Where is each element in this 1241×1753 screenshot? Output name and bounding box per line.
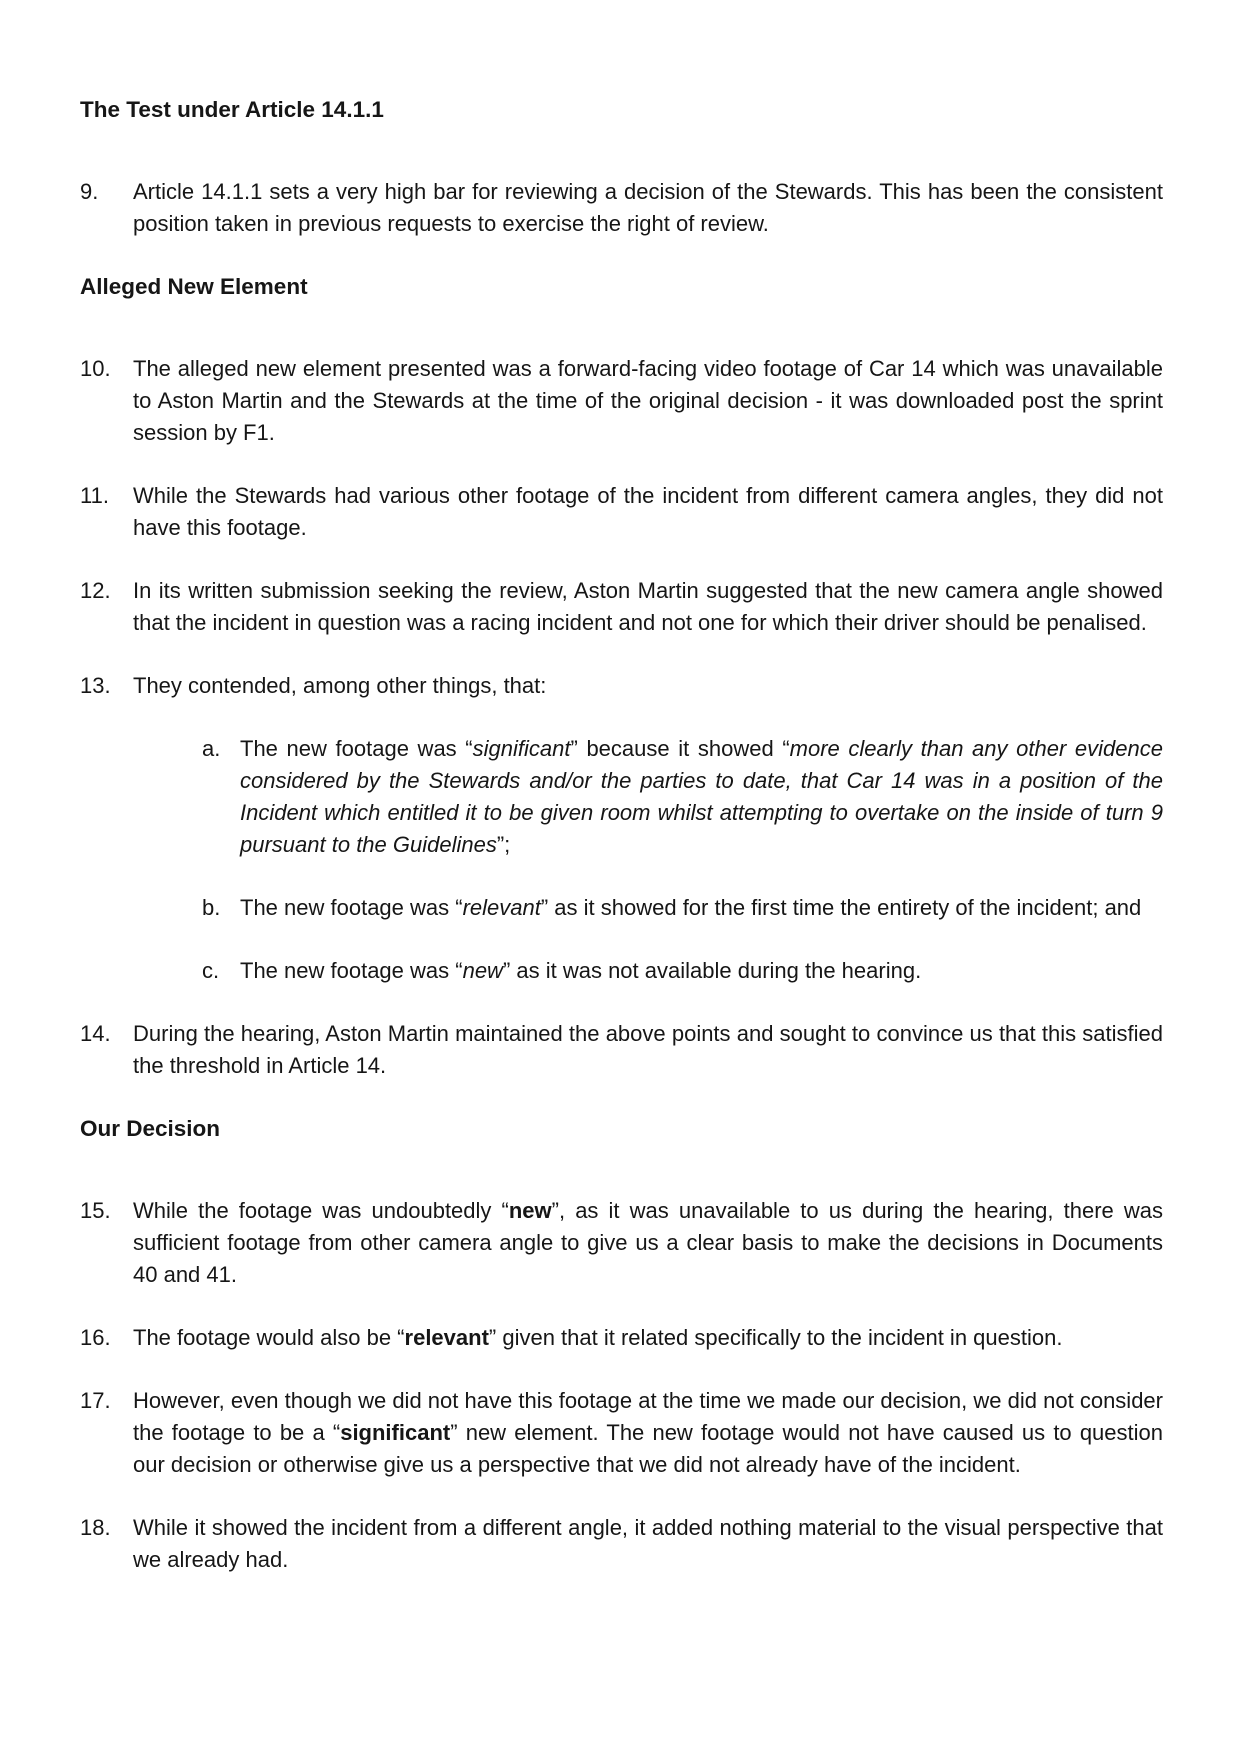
bold-run: significant	[340, 1420, 451, 1445]
item-text	[133, 1322, 1163, 1354]
text-run: ” as it showed for the first time the entirety of the incident; and	[540, 895, 1142, 920]
numbered-paragraph	[80, 575, 1163, 639]
italic-run: relevant	[462, 895, 541, 920]
item-text	[133, 1018, 1163, 1082]
item-text	[240, 733, 1163, 861]
numbered-paragraph	[80, 1195, 1163, 1291]
item-number: a.	[202, 736, 221, 761]
italic-run: significant	[472, 736, 571, 761]
item-text	[133, 1195, 1163, 1291]
text-run: In its written submission seeking the review, Aston Martin suggested that the new camera angle showed that the incident in question was a racing incident and not one for which their driver should be penalised.	[133, 578, 1163, 635]
text-run: The new footage was “	[240, 736, 473, 761]
numbered-paragraph	[80, 670, 1163, 702]
text-run: While it showed the incident from a different angle, it added nothing material to the visual perspective that we already had.	[133, 1515, 1163, 1572]
numbered-paragraph	[80, 1018, 1163, 1082]
bold-run: relevant	[404, 1325, 489, 1350]
item-number: 15.	[80, 1198, 111, 1223]
text-run: ” given that it related specifically to the incident in question.	[488, 1325, 1063, 1350]
item-text	[133, 1385, 1163, 1481]
text-run: The footage would also be “	[133, 1325, 405, 1350]
lettered-item	[202, 955, 1163, 987]
text-run: The new footage was “	[240, 895, 463, 920]
numbered-paragraph	[80, 353, 1163, 449]
item-text	[240, 955, 1163, 987]
heading-our-decision: Our Decision	[80, 1116, 221, 1141]
item-text	[133, 176, 1163, 240]
item-number: 17.	[80, 1388, 111, 1413]
text-run: While the Stewards had various other footage of the incident from different camera angles, they did not have this footage.	[133, 483, 1163, 540]
numbered-paragraph	[80, 1512, 1163, 1576]
item-number: 12.	[80, 578, 111, 603]
item-number: 13.	[80, 673, 111, 698]
lettered-item	[202, 892, 1163, 924]
text-run: ” new element. The new footage would not have caused us to question our decision or otherwise give us a perspective that we did not already have of the incident.	[133, 1420, 1164, 1477]
heading-test-under-article: The Test under Article 14.1.1	[80, 97, 384, 122]
text-run: ”, as it was unavailable to us during the hearing, there was sufficient footage from other camera angle to give us a clear basis to make the decisions in Documents 40 and 41.	[133, 1198, 1164, 1287]
text-run: ” as it was not available during the hearing.	[502, 958, 922, 983]
numbered-paragraph	[80, 176, 1163, 240]
text-run: However, even though we did not have this footage at the time we made our decision, we did not consider the footage to be a “	[133, 1388, 1163, 1445]
item-text	[133, 575, 1163, 639]
text-run: Article 14.1.1 sets a very high bar for reviewing a decision of the Stewards. This has been the consistent position taken in previous requests to exercise the right of review.	[133, 179, 1163, 236]
heading-alleged-new-element: Alleged New Element	[80, 274, 308, 299]
item-text	[133, 1512, 1163, 1576]
text-run: During the hearing, Aston Martin maintained the above points and sought to convince us that this satisfied the threshold in Article 14.	[133, 1021, 1163, 1078]
item-text	[133, 670, 1163, 702]
numbered-paragraph	[80, 480, 1163, 544]
item-number: 11.	[80, 483, 109, 508]
italic-run: new	[462, 958, 503, 983]
text-run: They contended, among other things, that:	[133, 673, 547, 698]
item-text	[133, 480, 1163, 544]
numbered-paragraph	[80, 1322, 1163, 1354]
item-number: 10.	[80, 356, 111, 381]
italic-run: more clearly than any other evidence considered by the Stewards and/or the parties to date, that Car 14 was in a position of the Incident which entitled it to be given room whilst attempting to overtake on the inside of turn 9 pursuant to the Guidelines	[240, 736, 1163, 857]
item-text	[240, 892, 1163, 924]
item-number: 9.	[80, 179, 99, 204]
numbered-paragraph	[80, 1385, 1163, 1481]
item-text	[133, 353, 1163, 449]
bold-run: new	[508, 1198, 552, 1223]
item-number: b.	[202, 895, 221, 920]
text-run: The new footage was “	[240, 958, 463, 983]
text-run: ” because it showed “	[570, 736, 790, 761]
item-number: 18.	[80, 1515, 111, 1540]
text-run: The alleged new element presented was a forward-facing video footage of Car 14 which was unavailable to Aston Martin and the Stewards at the time of the original decision - it was downloaded post the sprint session by F1.	[133, 356, 1163, 445]
text-run: While the footage was undoubtedly “	[133, 1198, 509, 1223]
text-run: ”;	[496, 832, 511, 857]
item-number: c.	[202, 958, 220, 983]
item-number: 16.	[80, 1325, 111, 1350]
lettered-item	[202, 733, 1163, 861]
item-number: 14.	[80, 1021, 111, 1046]
